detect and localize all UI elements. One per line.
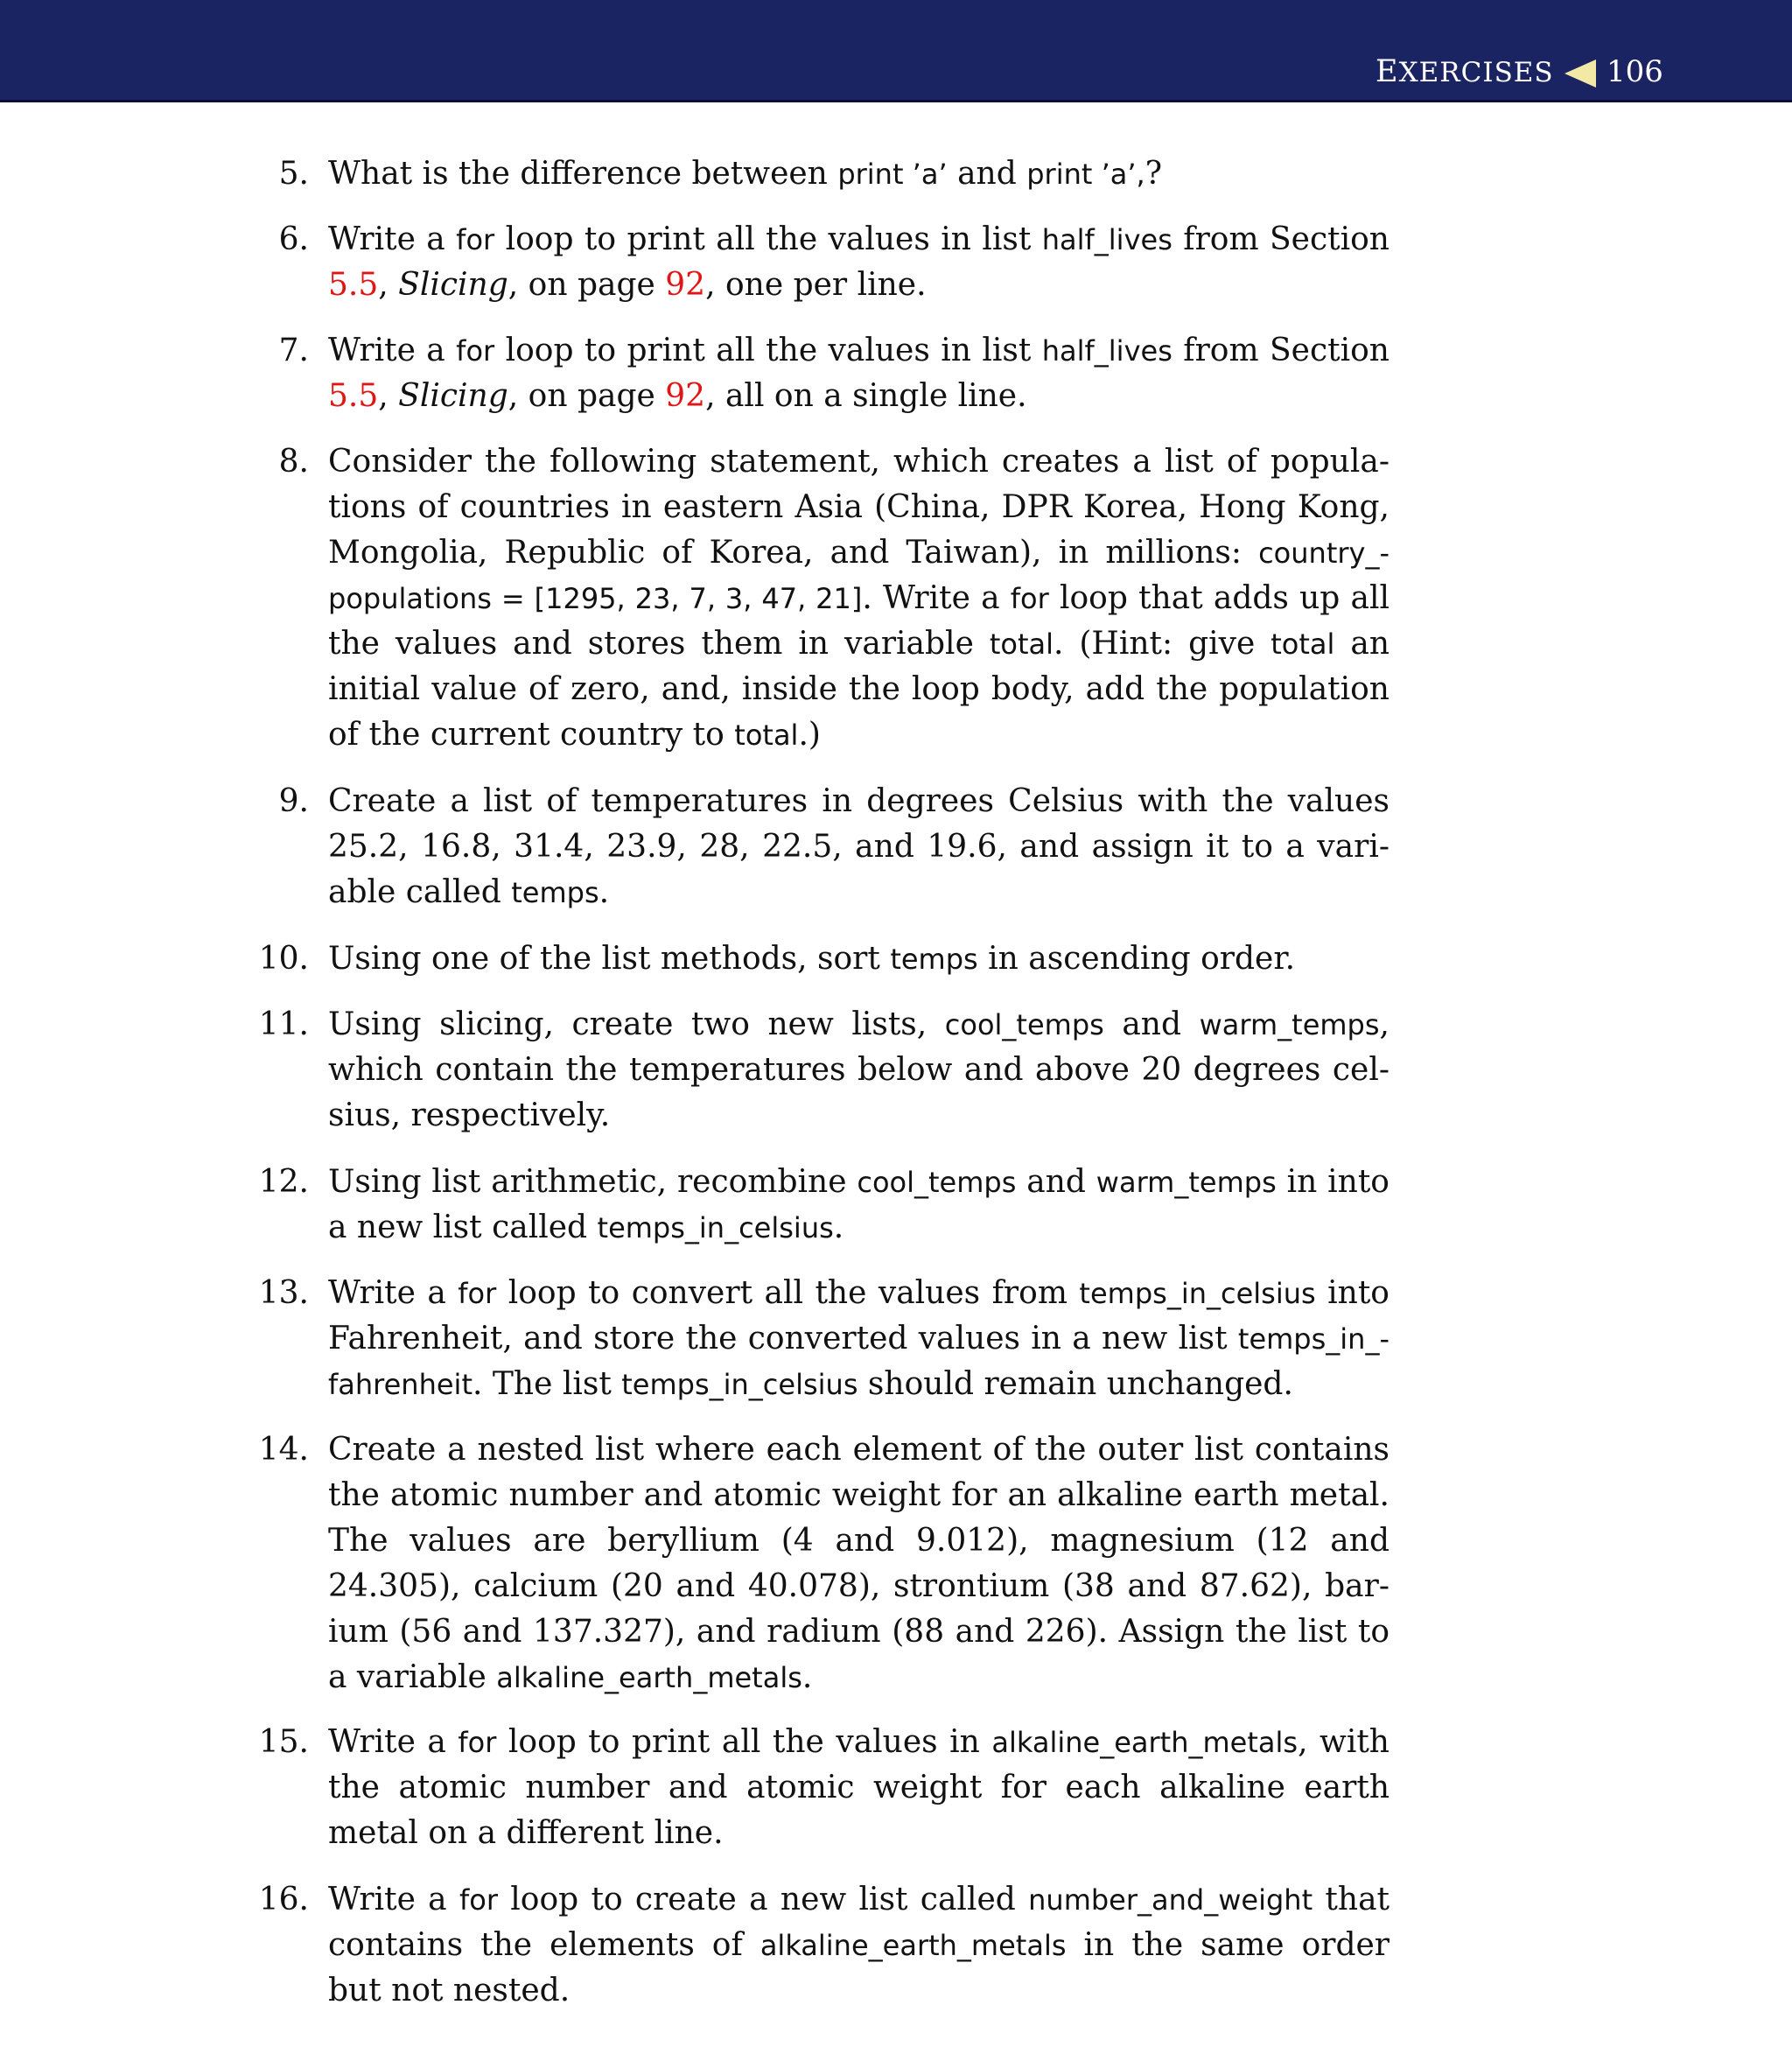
code-identifier: number_and_weight — [1028, 1883, 1313, 1917]
section-title-reference: Slicing — [398, 267, 508, 303]
code-identifier: temps_in_celsius — [621, 1368, 858, 1401]
exercise-text: , on page — [508, 267, 666, 303]
code-identifier: alkaline_earth_metals — [991, 1726, 1298, 1759]
exercise-text: . (Hint: give — [1054, 626, 1271, 662]
exercise-text: , which contain the temperatures below and above 20 degrees celsius, respectively. — [328, 1006, 1390, 1133]
exercise-number: 5. — [278, 156, 309, 192]
exercise-item — [258, 1160, 1390, 1251]
exercise-text: loop to convert all the values from — [496, 1275, 1080, 1311]
exercise-number: 7. — [278, 333, 309, 368]
section-title-initial: E — [1376, 54, 1399, 89]
exercise-text: , — [378, 378, 399, 414]
exercise-text: . — [833, 1209, 844, 1245]
cross-reference-link[interactable]: 92 — [665, 267, 706, 303]
exercise-text: Consider the following statement, which creates a list of populations of countries in eastern Asia (China, DPR Korea, Hong Kong, Mongolia, Republic of Korea, and Taiwan), in millions: — [328, 444, 1390, 571]
code-identifier: for — [458, 1726, 497, 1759]
exercise-item — [258, 1271, 1390, 1407]
back-arrow-icon[interactable] — [1564, 60, 1596, 88]
exercise-text: an initial value of zero, and, inside the loop body, add the population of the current country to — [328, 626, 1390, 753]
exercise-text: loop to create a new list called — [497, 1882, 1029, 1917]
code-identifier: for — [458, 1883, 498, 1917]
exercise-number: 13. — [258, 1275, 309, 1311]
exercise-item — [278, 151, 1390, 197]
exercise-text: . The list — [472, 1366, 622, 1402]
code-identifier: alkaline_earth_metals — [760, 1929, 1067, 1962]
exercise-text: in into a new list called — [328, 1164, 1390, 1245]
exercise-text: in ascending order. — [977, 941, 1296, 977]
exercise-number: 11. — [258, 1006, 309, 1042]
exercise-text: loop to print all the values in list — [494, 221, 1042, 257]
code-identifier: temps_in_fahrenheit — [328, 1322, 1390, 1401]
code-identifier: for — [456, 223, 495, 256]
exercise-text: and — [1016, 1164, 1096, 1200]
exercise-text: should remain unchanged. — [858, 1366, 1293, 1402]
cross-reference-link[interactable]: 92 — [665, 378, 706, 414]
exercise-text: loop to print all the values in list — [494, 333, 1042, 368]
code-identifier: cool_temps — [857, 1166, 1017, 1199]
exercise-text: Write a — [328, 1882, 459, 1917]
code-identifier: warm_temps — [1096, 1166, 1277, 1199]
code-identifier: alkaline_earth_metals — [496, 1661, 802, 1694]
exercise-text: . — [598, 874, 610, 910]
exercise-text: Write a — [328, 333, 457, 368]
code-identifier: cool_temps — [944, 1008, 1104, 1041]
exercise-item — [258, 1427, 1390, 1700]
exercise-text: , with the atomic number and atomic weight for each alkaline earth metal on a different line. — [328, 1724, 1390, 1851]
exercise-text: Using list arithmetic, recombine — [328, 1164, 858, 1200]
exercise-text: into Fahrenheit, and store the converted values in a new list — [328, 1275, 1390, 1356]
exercise-text: Write a — [328, 1724, 458, 1760]
section-title-rest: XERCISES — [1398, 57, 1554, 88]
exercise-item — [278, 439, 1390, 758]
exercise-text: Using slicing, create two new lists, — [328, 1006, 945, 1042]
exercise-number: 12. — [258, 1164, 309, 1200]
code-identifier: temps_in_celsius — [1079, 1277, 1316, 1310]
code-identifier: print ’a’ — [837, 158, 948, 191]
exercise-text: . Write a — [862, 580, 1011, 616]
exercise-item — [278, 779, 1390, 915]
code-identifier: half_lives — [1041, 334, 1172, 368]
cross-reference-link[interactable]: 5.5 — [328, 378, 379, 414]
exercise-number: 6. — [278, 221, 309, 257]
exercise-text: What is the difference between — [328, 156, 838, 192]
running-header — [0, 0, 1792, 102]
exercise-text: , on page — [508, 378, 666, 414]
exercise-text: . — [802, 1659, 813, 1695]
exercise-number: 9. — [278, 783, 309, 819]
exercise-text: .) — [798, 717, 821, 753]
exercise-text: loop that adds up all the values and stores them in variable — [328, 580, 1390, 662]
exercise-text: from Section — [1172, 333, 1390, 368]
code-identifier: temps — [890, 943, 978, 976]
exercise-text: and — [1103, 1006, 1200, 1042]
exercise-text: Write a — [328, 221, 457, 257]
exercise-text: Create a nested list where each element of the outer list contains the atomic number and atomic weight for an alkaline earth metal. The values are beryllium (4 and 9.012), magnesium (12 and 24.305), calcium (20 and 40.078), strontium (38 and 87.62), barium (56 and 137.327), and radium (88 and 226). Assign the list to a variable — [328, 1432, 1390, 1695]
exercise-number: 10. — [258, 941, 309, 977]
code-identifier: for — [456, 334, 495, 368]
code-identifier: temps — [511, 876, 599, 909]
section-title-reference: Slicing — [398, 378, 508, 414]
code-identifier: warm_temps — [1199, 1008, 1380, 1041]
code-identifier: total — [989, 627, 1054, 661]
code-identifier: for — [458, 1277, 497, 1310]
exercise-text: , — [378, 267, 399, 303]
exercise-text: in the same order but not nested. — [328, 1927, 1390, 2008]
exercise-text: , all on a single line. — [705, 378, 1027, 414]
page-number: 106 — [1606, 54, 1663, 89]
cross-reference-link[interactable]: 5.5 — [328, 267, 379, 303]
code-identifier: total — [1270, 627, 1335, 661]
exercise-item — [258, 1002, 1390, 1139]
exercise-text: Write a — [328, 1275, 458, 1311]
exercise-number: 14. — [258, 1432, 309, 1468]
exercise-item — [278, 217, 1390, 308]
exercise-text: ? — [1144, 156, 1163, 192]
exercise-text: Create a list of temperatures in degrees Celsius with the values 25.2, 16.8, 31.4, 23.9, 28, 22.5, and 19.6, and assign it to a variable called — [328, 783, 1390, 910]
exercise-text: and — [947, 156, 1027, 192]
exercise-text: from Section — [1172, 221, 1390, 257]
code-identifier: half_lives — [1041, 223, 1172, 256]
code-identifier: print ’a’, — [1026, 158, 1145, 191]
exercise-number: 16. — [258, 1882, 309, 1917]
section-title — [1376, 54, 1554, 90]
code-identifier: temps_in_celsius — [597, 1211, 834, 1244]
code-identifier: country_populations = [1295, 23, 7, 3, 47, 21] — [328, 536, 1390, 615]
code-identifier: for — [1010, 582, 1049, 615]
code-identifier: total — [734, 719, 799, 752]
exercise-item — [258, 1720, 1390, 1856]
exercise-item — [258, 1877, 1390, 2014]
exercise-text: loop to print all the values in — [496, 1724, 992, 1760]
exercise-text: Using one of the list methods, sort — [328, 941, 891, 977]
exercise-text: that contains the elements of — [328, 1882, 1390, 1963]
exercise-number: 15. — [258, 1724, 309, 1760]
exercise-number: 8. — [278, 444, 309, 480]
exercise-item — [278, 328, 1390, 419]
exercise-item — [258, 936, 1390, 982]
exercise-text: , one per line. — [705, 267, 927, 303]
